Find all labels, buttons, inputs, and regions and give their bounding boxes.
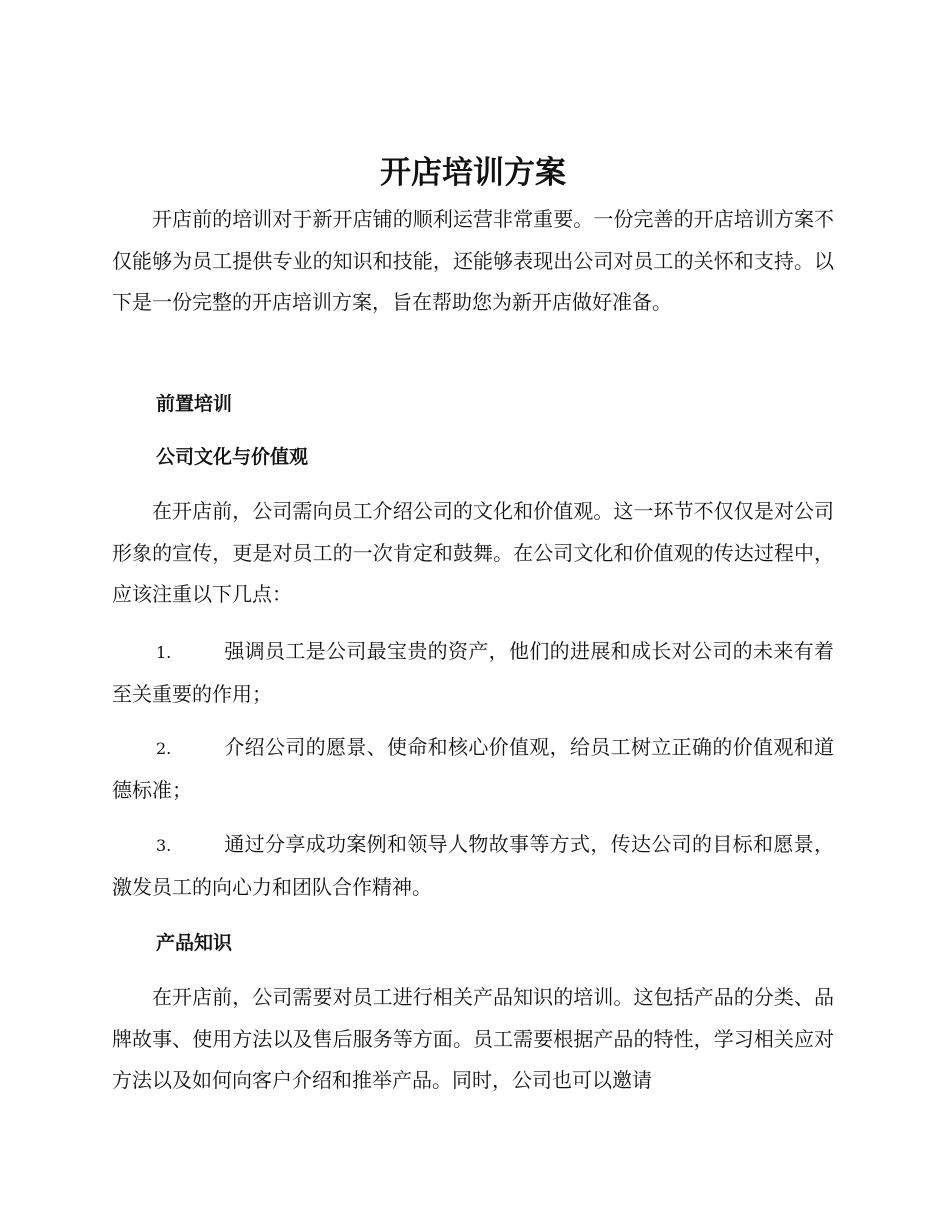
- list-number: 3.: [156, 836, 172, 855]
- list-text: 强调员工是公司最宝贵的资产，他们的进展和成长对公司的未来有着至关重要的作用；: [112, 639, 834, 706]
- list-item: [112, 824, 834, 908]
- document-title: 开店培训方案: [380, 155, 566, 191]
- list-number: 1.: [156, 643, 172, 662]
- section-heading-pre-training: 前置培训: [156, 393, 233, 415]
- product-knowledge-paragraph: 在开店前，公司需要对员工进行相关产品知识的培训。这包括产品的分类、品牌故事、使用方法以及售后服务等方面。员工需要根据产品的特性，学习相关应对方法以及如何向客户介绍和推举产品。同时，公司也可以邀请: [112, 985, 834, 1092]
- list-text: 介绍公司的愿景、使命和核心价值观，给员工树立正确的价值观和道德标准；: [112, 735, 834, 802]
- list-text: 通过分享成功案例和领导人物故事等方式，传达公司的目标和愿景，激发员工的向心力和团队合作精神。: [112, 832, 834, 899]
- list-item: [112, 727, 834, 811]
- subsection-heading-product-knowledge: 产品知识: [156, 932, 233, 954]
- intro-paragraph: 开店前的培训对于新开店铺的顺利运营非常重要。一份完善的开店培训方案不仅能够为员工提供专业的知识和技能，还能够表现出公司对员工的关怀和支持。以下是一份完整的开店培训方案，旨在帮助您为新开店做好准备。: [112, 207, 834, 314]
- list-item: [112, 631, 834, 715]
- subsection-heading-culture: 公司文化与价值观: [156, 446, 309, 468]
- culture-paragraph: 在开店前，公司需向员工介绍公司的文化和价值观。这一环节不仅仅是对公司形象的宣传，更是对员工的一次肯定和鼓舞。在公司文化和价值观的传达过程中，应该注重以下几点：: [112, 499, 834, 606]
- list-number: 2.: [156, 739, 172, 758]
